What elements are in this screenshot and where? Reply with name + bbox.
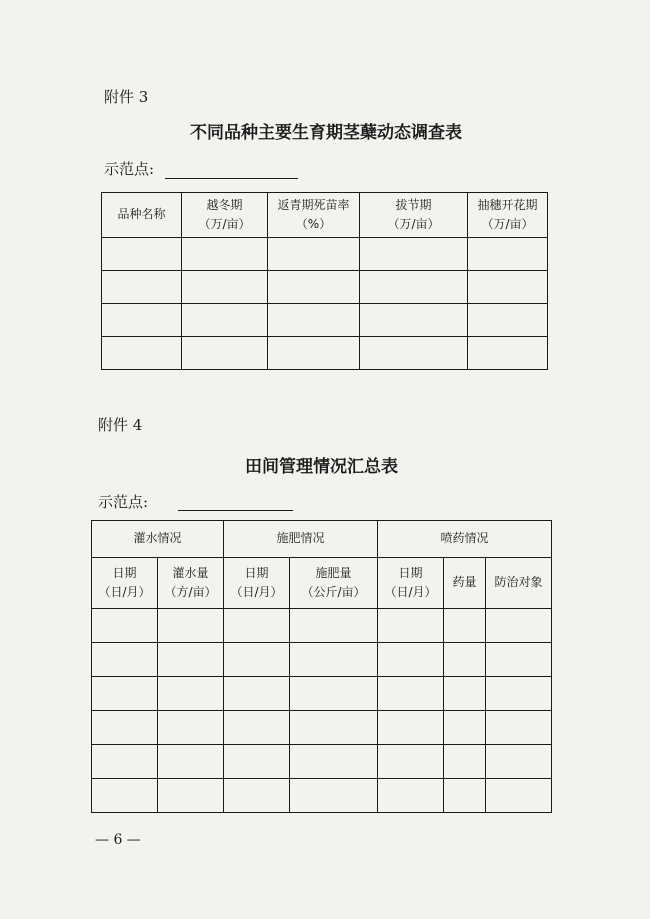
attachment-3-site-field[interactable]: [165, 178, 298, 179]
header-fertilization-date: 日期 （日/月）: [224, 558, 290, 609]
attachment-4-site-label: 示范点:: [98, 493, 149, 511]
header-overwinter: 越冬期 （万/亩）: [182, 193, 268, 238]
header-spraying-date: 日期 （日/月）: [378, 558, 444, 609]
table-row: [92, 779, 552, 813]
table-row: [92, 711, 552, 745]
header-heading-flowering: 抽穗开花期 （万/亩）: [468, 193, 548, 238]
header-greenup-death-rate: 返青期死苗率 （%）: [268, 193, 360, 238]
page-number: — 6 —: [95, 832, 141, 848]
table-row: [92, 677, 552, 711]
group-fertilization: 施肥情况: [224, 521, 378, 558]
table-row: [92, 643, 552, 677]
group-spraying: 喷药情况: [378, 521, 552, 558]
attachment-3-site-label: 示范点:: [104, 160, 155, 178]
table-row: [92, 745, 552, 779]
table-row: [102, 337, 548, 370]
table-row: [92, 609, 552, 643]
header-variety: 品种名称: [102, 193, 182, 238]
attachment-4-table: [91, 520, 552, 813]
group-irrigation: 灌水情况: [92, 521, 224, 558]
attachment-3-label: 附件 3: [104, 88, 149, 106]
header-dose: 药量: [444, 558, 486, 609]
header-jointing: 拔节期 （万/亩）: [360, 193, 468, 238]
attachment-4-label: 附件 4: [98, 416, 143, 434]
table-row: [102, 271, 548, 304]
table-row: [102, 304, 548, 337]
attachment-4-site-field[interactable]: [178, 510, 293, 511]
attachment-3-title: 不同品种主要生育期茎蘖动态调查表: [190, 123, 462, 143]
table-row: [102, 238, 548, 271]
header-irrigation-amount: 灌水量 （方/亩）: [158, 558, 224, 609]
attachment-3-table: [101, 192, 548, 370]
header-target: 防治对象: [486, 558, 552, 609]
attachment-4-title: 田间管理情况汇总表: [245, 457, 398, 477]
header-fertilization-amount: 施肥量 （公斤/亩）: [290, 558, 378, 609]
header-irrigation-date: 日期 （日/月）: [92, 558, 158, 609]
